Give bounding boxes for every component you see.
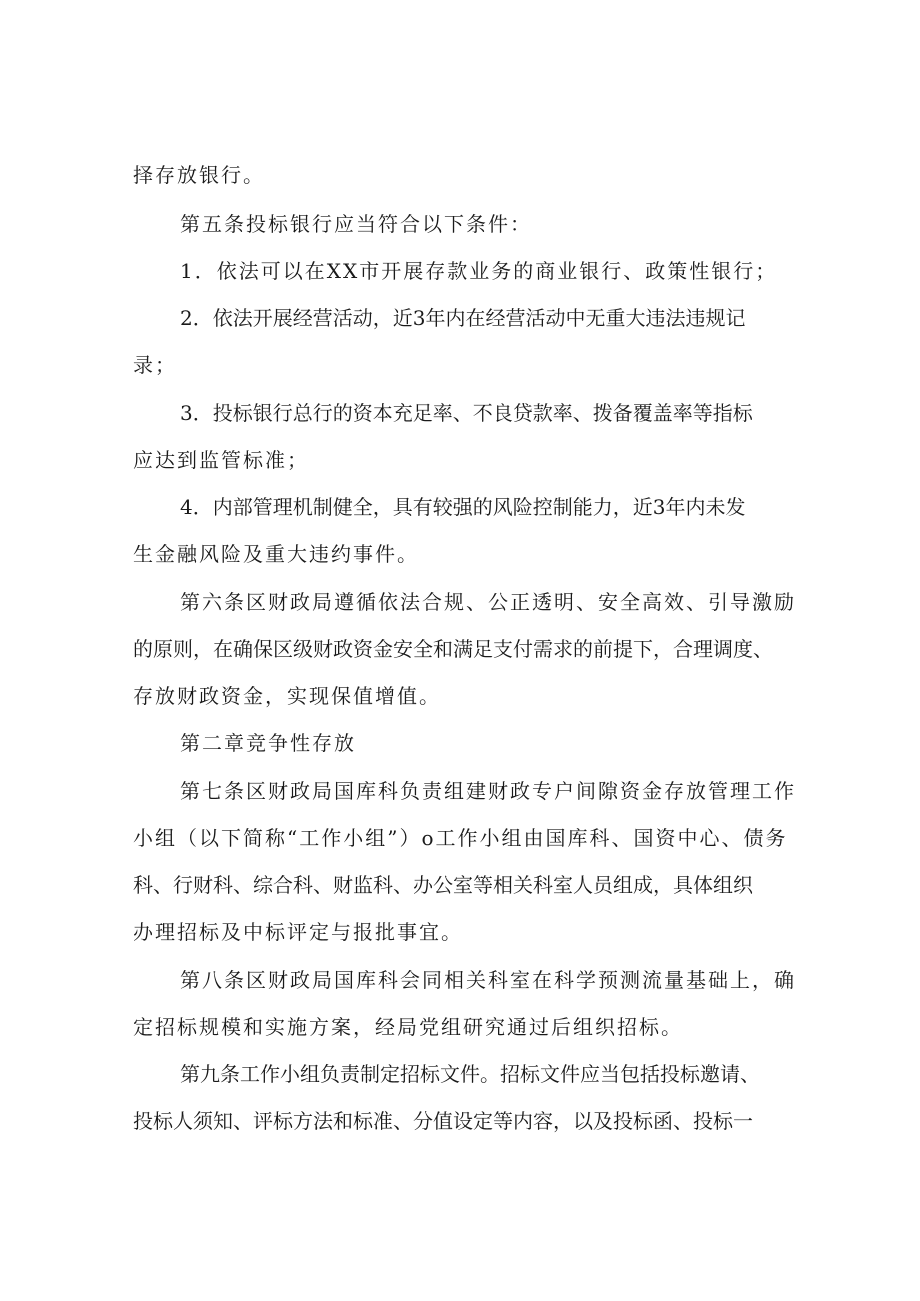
condition-2: 2．依法开展经营活动，近3年内在经营活动中无重大违法违规记 [180, 306, 746, 330]
text-line: 的原则，在确保区级财政资金安全和满足支付需求的前提下，合理调度、 [133, 637, 773, 661]
text-line: 录； [133, 353, 177, 377]
article-8: 第八条区财政局国库科会同相关科室在科学预测流量基础上，确 [180, 968, 796, 992]
text-line: 小组（以下简称“工作小组”）o工作小组由国库科、国资中心、债务 [133, 826, 788, 850]
chapter-2-heading: 第二章竞争性存放 [180, 731, 356, 755]
article-7: 第七条区财政局国库科负责组建财政专户间隙资金存放管理工作 [180, 779, 796, 803]
text-line: 办理招标及中标评定与报批事宜。 [133, 920, 463, 944]
article-6: 第六条区财政局遵循依法合规、公正透明、安全高效、引导激励 [180, 590, 796, 614]
condition-1: 1．依法可以在XX市开展存款业务的商业银行、政策性银行； [180, 259, 778, 283]
text-line: 生金融风险及重大违约事件。 [133, 542, 419, 566]
text-line: 应达到监管标准； [133, 448, 309, 472]
article-9: 第九条工作小组负责制定招标文件。招标文件应当包括投标邀请、 [180, 1062, 760, 1086]
text-line: 存放财政资金，实现保值增值。 [133, 684, 441, 708]
text-line: 择存放银行。 [133, 163, 265, 187]
condition-4: 4．内部管理机制健全，具有较强的风险控制能力，近3年内未发 [180, 495, 746, 519]
article-5-heading: 第五条投标银行应当符合以下条件： [180, 212, 532, 236]
text-line: 科、行财科、综合科、财监科、办公室等相关科室人员组成，具体组织 [133, 873, 753, 897]
text-line: 投标人须知、评标方法和标准、分值设定等内容，以及投标函、投标一 [133, 1109, 753, 1133]
condition-3: 3．投标银行总行的资本充足率、不良贷款率、拨备覆盖率等指标 [180, 401, 753, 425]
text-line: 定招标规模和实施方案，经局党组研究通过后组织招标。 [133, 1015, 683, 1039]
